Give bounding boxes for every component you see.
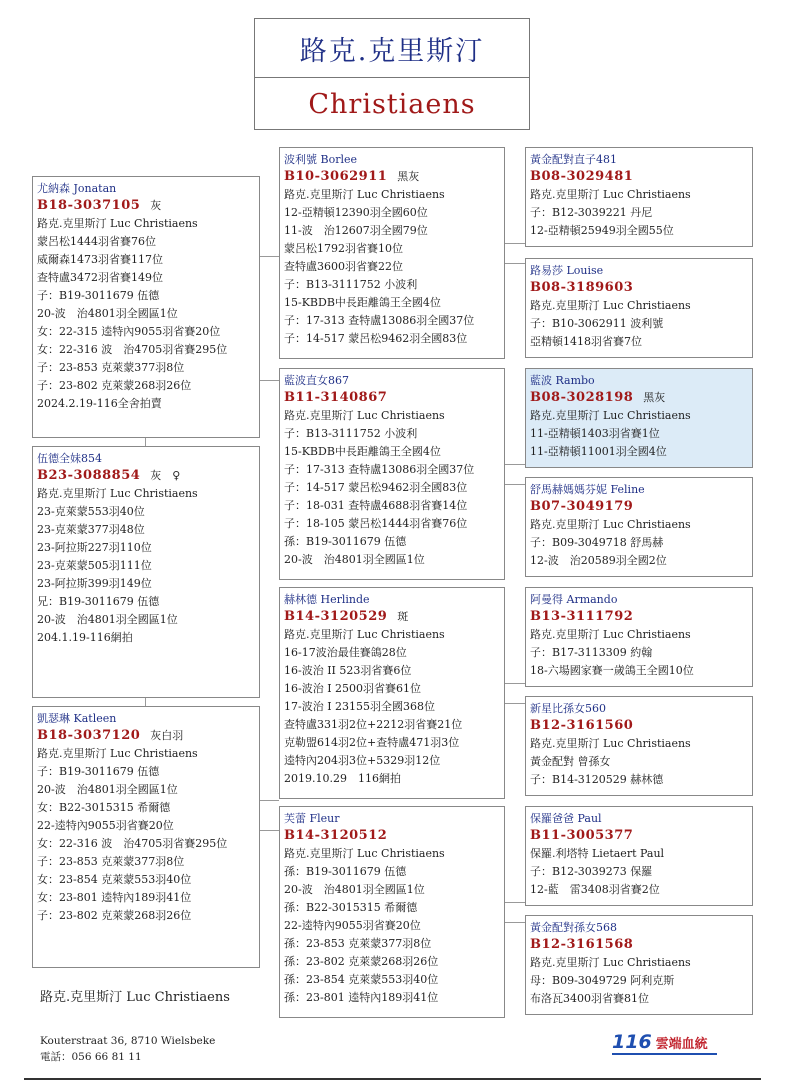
info-line: 子：B12-3039273 保羅 bbox=[530, 865, 653, 878]
bird-name: 黃金配對直子481 bbox=[530, 153, 617, 166]
info-line: 查特盧331羽2位+2212羽省賽21位 bbox=[284, 718, 463, 731]
info-line: 子：B09-3049718 舒馬赫 bbox=[530, 536, 664, 549]
pedigree-box-gen3-5 bbox=[525, 587, 753, 687]
logo-number: 116 bbox=[612, 1031, 652, 1053]
info-line: 兄：B19-3011679 伍德 bbox=[37, 595, 160, 608]
ring-row bbox=[37, 197, 255, 215]
info-line: 女：22-316 波 治4705羽省賽295位 bbox=[37, 837, 228, 850]
bird-name: 尤納森 Jonatan bbox=[37, 182, 117, 195]
info-line: 23-克萊蒙553羽40位 bbox=[37, 505, 145, 518]
ring-row bbox=[530, 936, 748, 954]
info-line: 子：B13-3111752 小波利 bbox=[284, 427, 418, 440]
bird-color: 黑灰 bbox=[397, 170, 420, 183]
info-line: 子：23-802 克萊蒙268羽26位 bbox=[37, 909, 192, 922]
title-english: Christiaens bbox=[308, 89, 476, 120]
info-line: 11-亞精頓1403羽省賽1位 bbox=[530, 427, 660, 440]
bird-name: 伍德全妹854 bbox=[37, 452, 102, 465]
info-line: 路克.克里斯汀 Luc Christiaens bbox=[284, 409, 445, 422]
info-line: 子：17-313 查特盧13086羽全國37位 bbox=[284, 463, 475, 476]
bird-name: 凱瑟琳 Katleen bbox=[37, 712, 117, 725]
info-line: 18-六場國家賽一歲鴿王全國10位 bbox=[530, 664, 694, 677]
info-line: 20-波 治4801羽全國區1位 bbox=[284, 553, 425, 566]
pedigree-box-gen3-6 bbox=[525, 696, 753, 796]
connector-sire-to-sire-parents bbox=[260, 256, 279, 257]
ring-row bbox=[530, 279, 748, 297]
ring-number: B11-3005377 bbox=[530, 828, 634, 843]
info-line: 子：14-517 蒙呂松9462羽全國83位 bbox=[284, 332, 468, 345]
title-box bbox=[254, 18, 530, 130]
bird-name: 赫林德 Herlinde bbox=[284, 593, 370, 606]
info-line: 15-KBDB中長距離鴿王全國4位 bbox=[284, 445, 441, 458]
info-line: 蒙呂松1792羽省賽10位 bbox=[284, 242, 403, 255]
pedigree-box-gen2-3 bbox=[279, 587, 505, 799]
pedigree-box-gen3-4 bbox=[525, 477, 753, 577]
logo-text: 雲端血統 bbox=[655, 1037, 708, 1052]
info-line: 查特盧3600羽省賽22位 bbox=[284, 260, 403, 273]
info-line: 路克.克里斯汀 Luc Christiaens bbox=[530, 409, 691, 422]
info-line: 孫：23-801 逵特內189羽41位 bbox=[284, 991, 439, 1004]
ring-row bbox=[284, 608, 500, 626]
info-line: 子：B14-3120529 赫林德 bbox=[530, 773, 664, 786]
info-line: 女：22-315 逵特內9055羽省賽20位 bbox=[37, 325, 221, 338]
ring-number: B08-3028198 bbox=[530, 390, 634, 405]
connector-gen2-to-gen3 bbox=[505, 922, 525, 923]
connector-dam-to-dam-parents bbox=[260, 830, 279, 831]
info-line: 子：23-853 克萊蒙377羽8位 bbox=[37, 855, 185, 868]
info-line: 威爾森1473羽省賽117位 bbox=[37, 253, 163, 266]
info-line: 路克.克里斯汀 Luc Christiaens bbox=[284, 188, 445, 201]
info-line: 16-17波治最佳賽鴿28位 bbox=[284, 646, 407, 659]
info-line: 22-逵特內9055羽省賽20位 bbox=[37, 819, 174, 832]
ring-row bbox=[37, 727, 255, 745]
pedigree-box-gen3-7 bbox=[525, 806, 753, 906]
owner-name: 路克.克里斯汀 Luc Christiaens bbox=[40, 990, 230, 1005]
pedigree-box-gen2-2 bbox=[279, 368, 505, 580]
info-line: 17-波治 I 23155羽全國368位 bbox=[284, 700, 436, 713]
bird-color: 灰 ♀ bbox=[150, 469, 181, 482]
ring-number: B18-3037120 bbox=[37, 728, 141, 743]
info-line: 子：B12-3039221 丹尼 bbox=[530, 206, 653, 219]
ring-row bbox=[284, 168, 500, 186]
ring-number: B08-3189603 bbox=[530, 280, 634, 295]
info-line: 23-克萊蒙505羽111位 bbox=[37, 559, 152, 572]
info-line: 子：B10-3062911 波利號 bbox=[530, 317, 664, 330]
connector-gen2-to-gen3 bbox=[505, 484, 525, 485]
ring-number: B14-3120512 bbox=[284, 828, 388, 843]
info-line: 20-波 治4801羽全國區1位 bbox=[37, 307, 178, 320]
info-line: 路克.克里斯汀 Luc Christiaens bbox=[530, 628, 691, 641]
ring-row bbox=[37, 467, 255, 485]
info-line: 路克.克里斯汀 Luc Christiaens bbox=[530, 188, 691, 201]
info-line: 子：23-802 克萊蒙268羽26位 bbox=[37, 379, 192, 392]
ring-row bbox=[530, 827, 748, 845]
ring-number: B07-3049179 bbox=[530, 499, 634, 514]
pedigree-box-gen1-1 bbox=[32, 176, 260, 438]
bird-name: 舒馬赫媽媽芬妮 Feline bbox=[530, 483, 645, 496]
info-line: 孫：23-853 克萊蒙377羽8位 bbox=[284, 937, 432, 950]
logo-underline bbox=[612, 1053, 717, 1055]
info-line: 12-藍 雷3408羽省賽2位 bbox=[530, 883, 660, 896]
info-line: 11-波 治12607羽全國79位 bbox=[284, 224, 428, 237]
info-line: 15-KBDB中長距離鴿王全國4位 bbox=[284, 296, 441, 309]
title-chinese: 路克.克里斯汀 bbox=[255, 19, 529, 78]
info-line: 孫：23-854 克萊蒙553羽40位 bbox=[284, 973, 439, 986]
ring-row bbox=[530, 168, 748, 186]
info-line: 查特盧3472羽省賽149位 bbox=[37, 271, 163, 284]
info-line: 子：B17-3113309 約翰 bbox=[530, 646, 653, 659]
bird-name: 黃金配對孫女568 bbox=[530, 921, 617, 934]
connector-gen2-to-gen3 bbox=[505, 703, 525, 704]
info-line: 2019.10.29 116網拍 bbox=[284, 772, 401, 785]
info-line: 布洛瓦3400羽省賽81位 bbox=[530, 992, 649, 1005]
info-line: 路克.克里斯汀 Luc Christiaens bbox=[37, 487, 198, 500]
bird-color: 黑灰 bbox=[643, 391, 666, 404]
info-line: 2024.2.19-116全舍拍賣 bbox=[37, 397, 162, 410]
info-line: 11-亞精頓11001羽全國4位 bbox=[530, 445, 667, 458]
connector-dam-to-dam-parents bbox=[260, 800, 279, 801]
info-line: 子：B19-3011679 伍德 bbox=[37, 765, 160, 778]
info-line: 22-逵特內9055羽省賽20位 bbox=[284, 919, 421, 932]
ring-row bbox=[284, 389, 500, 407]
bird-name: 芙蕾 Fleur bbox=[284, 812, 340, 825]
info-line: 孫：B22-3015315 希爾德 bbox=[284, 901, 418, 914]
info-line: 12-亞精頓12390羽全國60位 bbox=[284, 206, 428, 219]
ring-row bbox=[530, 608, 748, 626]
info-line: 女：23-854 克萊蒙553羽40位 bbox=[37, 873, 192, 886]
pedigree-box-gen2-1 bbox=[279, 147, 505, 359]
connector-dam-to-dam bbox=[145, 698, 146, 706]
info-line: 子：23-853 克萊蒙377羽8位 bbox=[37, 361, 185, 374]
brand-logo bbox=[612, 1031, 708, 1053]
info-line: 子：18-031 查特盧4688羽省賽14位 bbox=[284, 499, 468, 512]
info-line: 23-阿拉斯227羽110位 bbox=[37, 541, 152, 554]
bird-color: 灰 bbox=[150, 199, 162, 212]
info-line: 孫：B19-3011679 伍德 bbox=[284, 865, 407, 878]
connector-gen2-to-gen3 bbox=[505, 464, 525, 465]
bird-color: 斑 bbox=[397, 610, 409, 623]
ring-row bbox=[284, 827, 500, 845]
bird-name: 藍波 Rambo bbox=[530, 374, 595, 387]
info-line: 路克.克里斯汀 Luc Christiaens bbox=[530, 737, 691, 750]
info-line: 路克.克里斯汀 Luc Christiaens bbox=[530, 299, 691, 312]
pedigree-box-gen3-1 bbox=[525, 147, 753, 247]
info-line: 黃金配對 曾孫女 bbox=[530, 755, 611, 768]
ring-number: B12-3161568 bbox=[530, 937, 634, 952]
info-line: 子：18-105 蒙呂松1444羽省賽76位 bbox=[284, 517, 468, 530]
ring-number: B14-3120529 bbox=[284, 609, 388, 624]
info-line: 保羅.利塔特 Lietaert Paul bbox=[530, 847, 665, 860]
info-line: 23-阿拉斯399羽149位 bbox=[37, 577, 152, 590]
info-line: 12-波 治20589羽全國2位 bbox=[530, 554, 667, 567]
pedigree-box-gen1-3 bbox=[32, 706, 260, 968]
bird-name: 保羅爸爸 Paul bbox=[530, 812, 602, 825]
bottom-rule bbox=[24, 1078, 761, 1080]
ring-number: B18-3037105 bbox=[37, 198, 141, 213]
info-line: 路克.克里斯汀 Luc Christiaens bbox=[530, 956, 691, 969]
info-line: 子：17-313 查特盧13086羽全國37位 bbox=[284, 314, 475, 327]
ring-number: B12-3161560 bbox=[530, 718, 634, 733]
info-line: 16-波治 II 523羽省賽6位 bbox=[284, 664, 412, 677]
connector-gen2-to-gen3 bbox=[505, 902, 525, 903]
info-line: 子：B19-3011679 伍德 bbox=[37, 289, 160, 302]
info-line: 23-克萊蒙377羽48位 bbox=[37, 523, 145, 536]
pedigree-box-gen2-4 bbox=[279, 806, 505, 1018]
bird-name: 波利號 Borlee bbox=[284, 153, 357, 166]
info-line: 路克.克里斯汀 Luc Christiaens bbox=[37, 217, 198, 230]
info-line: 20-波 治4801羽全國區1位 bbox=[284, 883, 425, 896]
info-line: 路克.克里斯汀 Luc Christiaens bbox=[530, 518, 691, 531]
ring-number: B08-3029481 bbox=[530, 169, 634, 184]
bird-color: 灰白羽 bbox=[150, 729, 184, 742]
ring-number: B11-3140867 bbox=[284, 390, 388, 405]
ring-number: B10-3062911 bbox=[284, 169, 388, 184]
info-line: 20-波 治4801羽全國區1位 bbox=[37, 783, 178, 796]
bird-name: 藍波直女867 bbox=[284, 374, 349, 387]
pedigree-box-gen3-8 bbox=[525, 915, 753, 1015]
info-line: 亞精頓1418羽省賽7位 bbox=[530, 335, 642, 348]
info-line: 子：14-517 蒙呂松9462羽全國83位 bbox=[284, 481, 468, 494]
phone-line: 電話：056 66 81 11 bbox=[40, 1051, 142, 1063]
info-line: 女：22-316 波 治4705羽省賽295位 bbox=[37, 343, 228, 356]
info-line: 路克.克里斯汀 Luc Christiaens bbox=[284, 847, 445, 860]
connector-gen2-to-gen3 bbox=[505, 243, 525, 244]
bird-name: 新星比孫女560 bbox=[530, 702, 606, 715]
info-line: 女：23-801 逵特內189羽41位 bbox=[37, 891, 192, 904]
connector-gen2-to-gen3 bbox=[505, 683, 525, 684]
pedigree-box-gen3-3 bbox=[525, 368, 753, 468]
info-line: 204.1.19-116網拍 bbox=[37, 631, 133, 644]
pedigree-box-gen3-2 bbox=[525, 258, 753, 358]
address-line: Kouterstraat 36, 8710 Wielsbeke bbox=[40, 1035, 216, 1047]
info-line: 20-波 治4801羽全國區1位 bbox=[37, 613, 178, 626]
info-line: 母：B09-3049729 阿利克斯 bbox=[530, 974, 675, 987]
info-line: 孫：23-802 克萊蒙268羽26位 bbox=[284, 955, 439, 968]
info-line: 子：B13-3111752 小波利 bbox=[284, 278, 418, 291]
info-line: 蒙呂松1444羽省賽76位 bbox=[37, 235, 156, 248]
bird-name: 路易莎 Louise bbox=[530, 264, 604, 277]
owner-address-block bbox=[40, 1033, 215, 1065]
info-line: 路克.克里斯汀 Luc Christiaens bbox=[284, 628, 445, 641]
ring-number: B13-3111792 bbox=[530, 609, 634, 624]
connector-sire-to-sire-parents bbox=[260, 380, 279, 381]
ring-number: B23-3088854 bbox=[37, 468, 141, 483]
info-line: 孫：B19-3011679 伍德 bbox=[284, 535, 407, 548]
ring-row bbox=[530, 389, 748, 407]
connector-gen2-to-gen3 bbox=[505, 263, 525, 264]
info-line: 16-波治 I 2500羽省賽61位 bbox=[284, 682, 422, 695]
connector-sire-to-dam bbox=[145, 438, 146, 446]
ring-row bbox=[530, 717, 748, 735]
bird-name: 阿曼得 Armando bbox=[530, 593, 618, 606]
pedigree-box-gen1-2 bbox=[32, 446, 260, 698]
ring-row bbox=[530, 498, 748, 516]
info-line: 路克.克里斯汀 Luc Christiaens bbox=[37, 747, 198, 760]
info-line: 克勒盟614羽2位+查特盧471羽3位 bbox=[284, 736, 460, 749]
info-line: 12-亞精頓25949羽全國55位 bbox=[530, 224, 674, 237]
info-line: 逵特內204羽3位+5329羽12位 bbox=[284, 754, 441, 767]
info-line: 女：B22-3015315 希爾德 bbox=[37, 801, 171, 814]
